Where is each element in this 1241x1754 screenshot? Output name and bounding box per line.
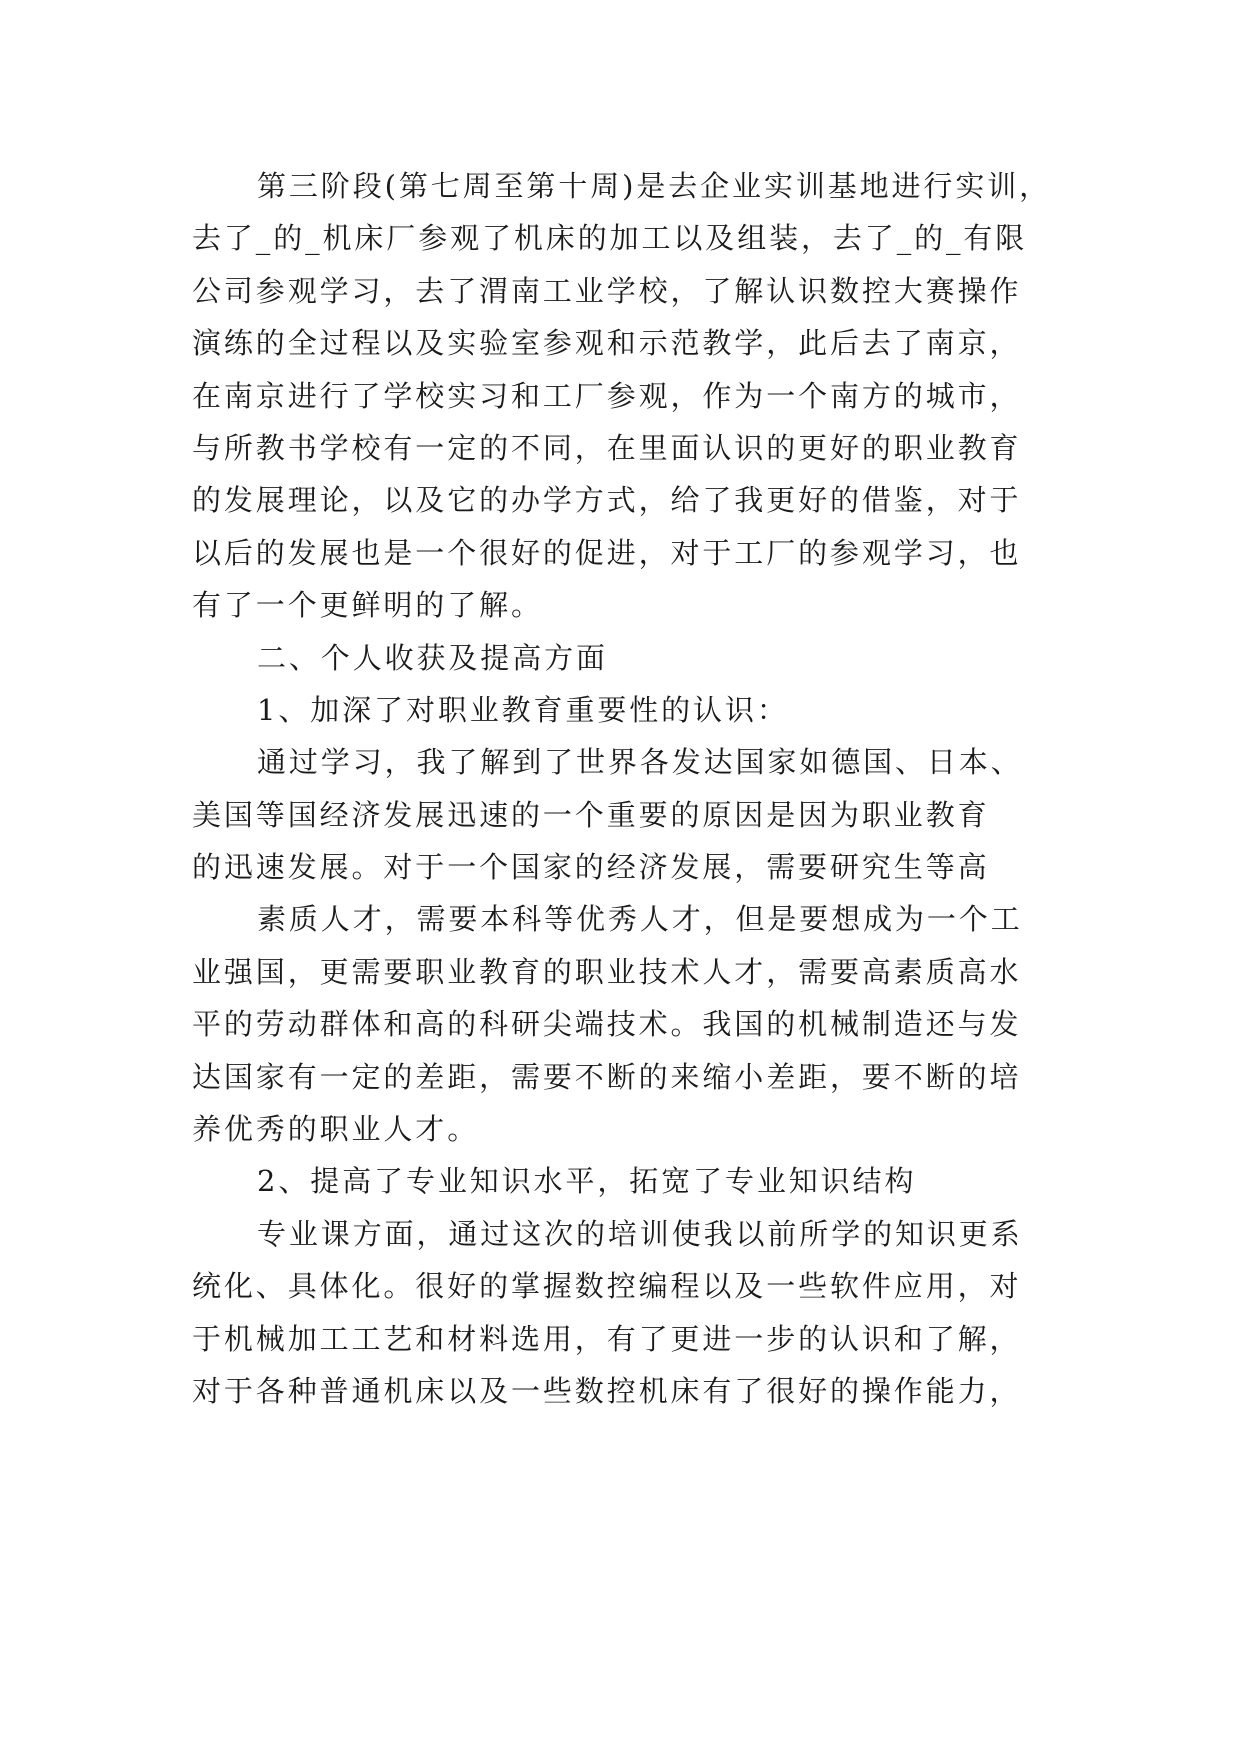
text-line: 养优秀的职业人才。: [192, 1112, 480, 1147]
text-line: 于机械加工工艺和材料选用，有了更进一步的认识和了解，: [192, 1321, 1022, 1356]
text-line: 业强国，更需要职业教育的职业技术人才，需要高素质高水: [192, 954, 1022, 989]
text-line: 统化、具体化。很好的掌握数控编程以及一些软件应用，对: [192, 1269, 1022, 1304]
subsection-heading: 2、提高了专业知识水平，拓宽了专业知识结构: [257, 1164, 917, 1199]
text-line: 素质人才，需要本科等优秀人才，但是要想成为一个工: [257, 902, 1023, 937]
text-line: 对于各种普通机床以及一些数控机床有了很好的操作能力，: [192, 1373, 1022, 1408]
text-line: 去了_的_机床厂参观了机床的加工以及组装，去了_的_有限: [192, 221, 1028, 256]
text-line: 美国等国经济发展迅速的一个重要的原因是因为职业教育: [192, 797, 990, 832]
text-line: 的迅速发展。对于一个国家的经济发展，需要研究生等高: [192, 850, 990, 885]
text-line: 演练的全过程以及实验室参观和示范教学，此后去了南京，: [192, 326, 1022, 361]
text-line: 以后的发展也是一个很好的促进，对于工厂的参观学习，也: [192, 535, 1022, 570]
text-line: 平的劳动群体和高的科研尖端技术。我国的机械制造还与发: [192, 1007, 1022, 1042]
text-line: 达国家有一定的差距，需要不断的来缩小差距，要不断的培: [192, 1059, 1022, 1094]
text-line: 第三阶段(第七周至第十周)是去企业实训基地进行实训，: [257, 169, 1052, 203]
text-line: 通过学习，我了解到了世界各发达国家如德国、日本、: [257, 745, 1023, 780]
section-heading: 二、个人收获及提高方面: [257, 640, 608, 675]
text-line: 有了一个更鲜明的了解。: [192, 588, 543, 623]
text-line: 公司参观学习，去了渭南工业学校，了解认识数控大赛操作: [192, 273, 1022, 308]
text-line: 专业课方面，通过这次的培训使我以前所学的知识更系: [257, 1216, 1023, 1251]
text-line: 在南京进行了学校实习和工厂参观，作为一个南方的城市，: [192, 378, 1022, 413]
text-line: 的发展理论，以及它的办学方式，给了我更好的借鉴，对于: [192, 483, 1022, 518]
subsection-heading: 1、加深了对职业教育重要性的认识：: [257, 692, 789, 727]
text-line: 与所教书学校有一定的不同，在里面认识的更好的职业教育: [192, 430, 1022, 465]
document-body: [192, 160, 1072, 1417]
